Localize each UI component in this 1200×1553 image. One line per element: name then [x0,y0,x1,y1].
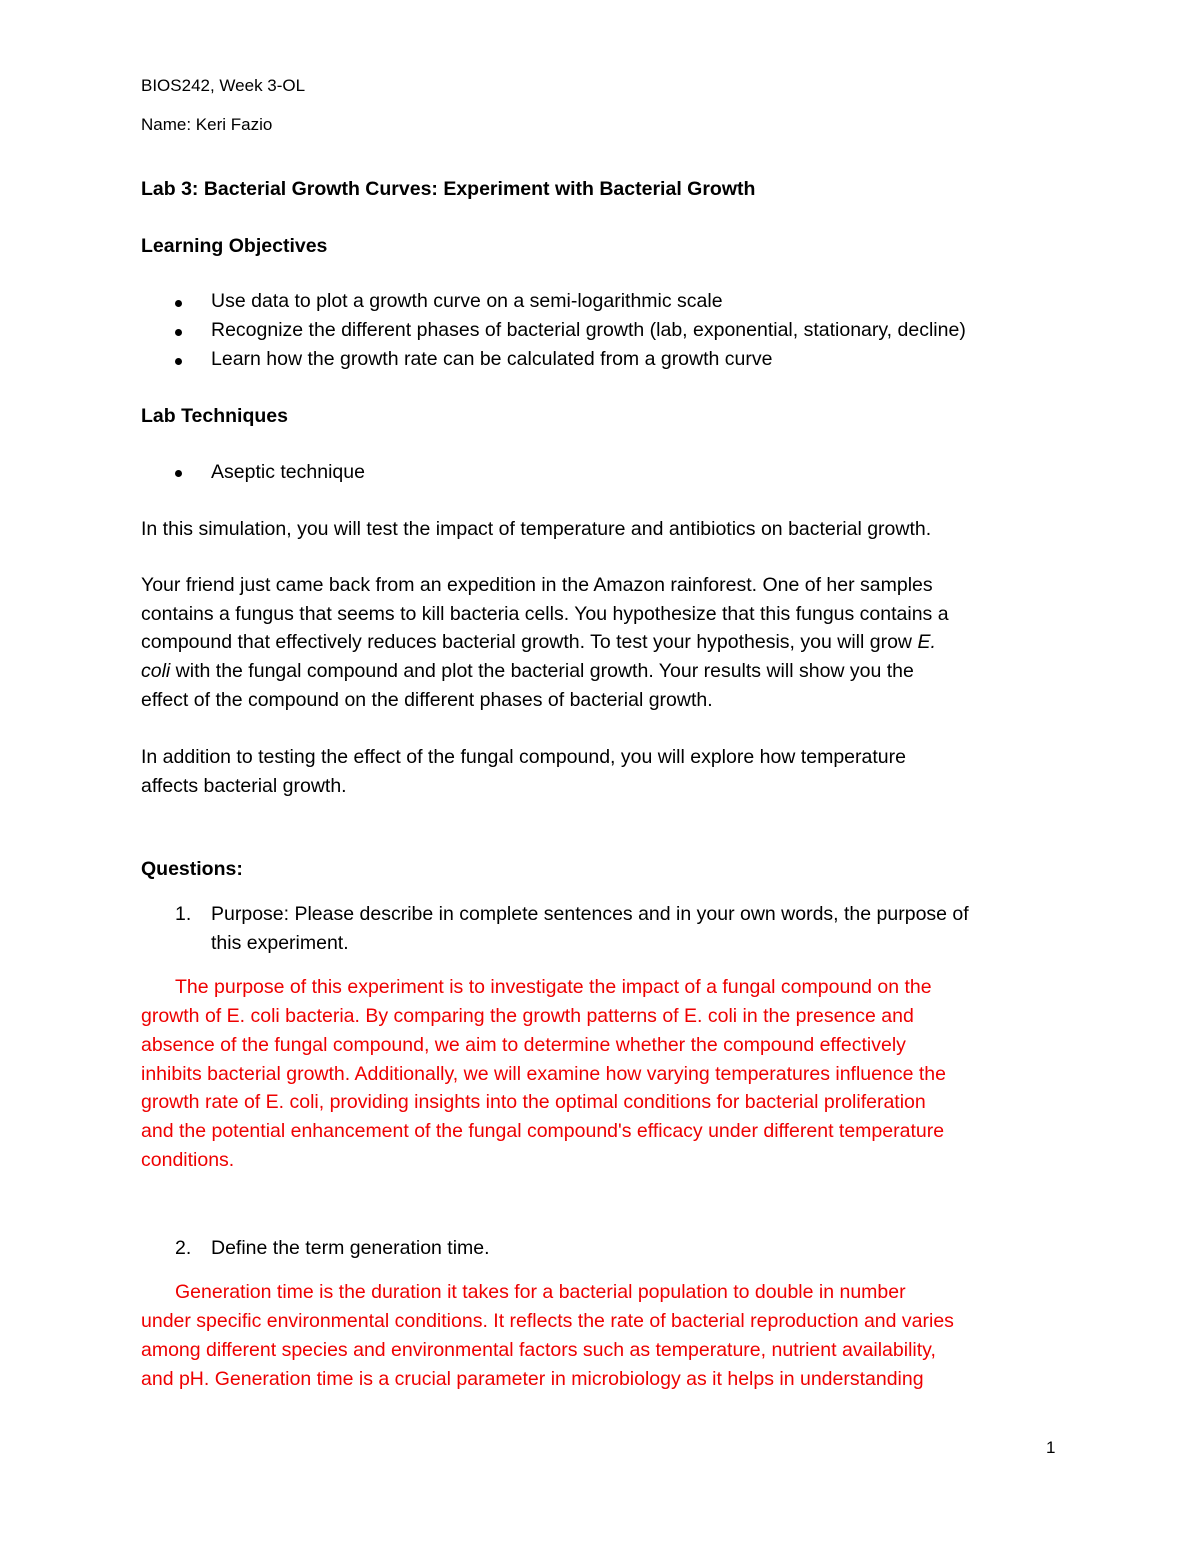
question-line: this experiment. [211,932,349,954]
answer-line: The purpose of this experiment is to investigate the impact of a fungal compound on the [175,976,932,998]
line-text: compound that effectively reduces bacterial growth. To test your hypothesis, you will grow [141,631,918,653]
bullet-icon [175,358,182,365]
course-header: BIOS242, Week 3-OL [141,76,306,95]
question-number: 1. [175,903,192,925]
answer-line: among different species and environmental factors such as temperature, nutrient availability, [141,1339,936,1361]
page-title: Lab 3: Bacterial Growth Curves: Experiment with Bacterial Growth [141,178,756,200]
question-line: Purpose: Please describe in complete sentences and in your own words, the purpose of [211,903,969,925]
answer-line: inhibits bacterial growth. Additionally, we will examine how varying temperatures influence the [141,1063,946,1085]
technique-item: Aseptic technique [211,461,365,483]
paragraph-line: Your friend just came back from an expedition in the Amazon rainforest. One of her samples [141,574,933,596]
italic-text: E. [917,631,936,653]
question-number: 2. [175,1237,192,1259]
objective-item: Use data to plot a growth curve on a semi-logarithmic scale [211,290,723,312]
paragraph-line: In addition to testing the effect of the fungal compound, you will explore how temperature [141,746,906,768]
line-text: with the fungal compound and plot the bacterial growth. Your results will show you the [170,660,914,682]
paragraph-line: affects bacterial growth. [141,775,347,797]
page-number: 1 [1046,1438,1056,1457]
paragraph-line [141,631,936,654]
paragraph-line: contains a fungus that seems to kill bacteria cells. You hypothesize that this fungus contains a [141,603,949,625]
answer-line: growth of E. coli bacteria. By comparing the growth patterns of E. coli in the presence and [141,1005,914,1027]
answer-line: growth rate of E. coli, providing insights into the optimal conditions for bacterial proliferation [141,1091,926,1113]
objective-item: Learn how the growth rate can be calculated from a growth curve [211,348,773,370]
answer-line: absence of the fungal compound, we aim to determine whether the compound effectively [141,1034,906,1056]
questions-heading: Questions: [141,858,243,880]
question-line: Define the term generation time. [211,1237,490,1259]
objectives-heading: Learning Objectives [141,235,328,257]
italic-text: coli [141,660,171,682]
bullet-icon [175,470,182,477]
answer-line: and pH. Generation time is a crucial parameter in microbiology as it helps in understanding [141,1368,924,1390]
answer-line: and the potential enhancement of the fungal compound's efficacy under different temperature [141,1120,945,1142]
paragraph-line [141,660,914,683]
intro-paragraph-1: In this simulation, you will test the impact of temperature and antibiotics on bacterial growth. [141,518,932,540]
bullet-icon [175,329,182,336]
answer-line: under specific environmental conditions. It reflects the rate of bacterial reproduction and varies [141,1310,954,1332]
bullet-icon [175,300,182,307]
answer-line: Generation time is the duration it takes for a bacterial population to double in number [175,1281,906,1303]
paragraph-line: effect of the compound on the different phases of bacterial growth. [141,689,713,711]
techniques-heading: Lab Techniques [141,405,288,427]
answer-line: conditions. [141,1149,235,1171]
student-name: Name: Keri Fazio [141,115,273,134]
objective-item: Recognize the different phases of bacterial growth (lab, exponential, stationary, decline) [211,319,966,341]
